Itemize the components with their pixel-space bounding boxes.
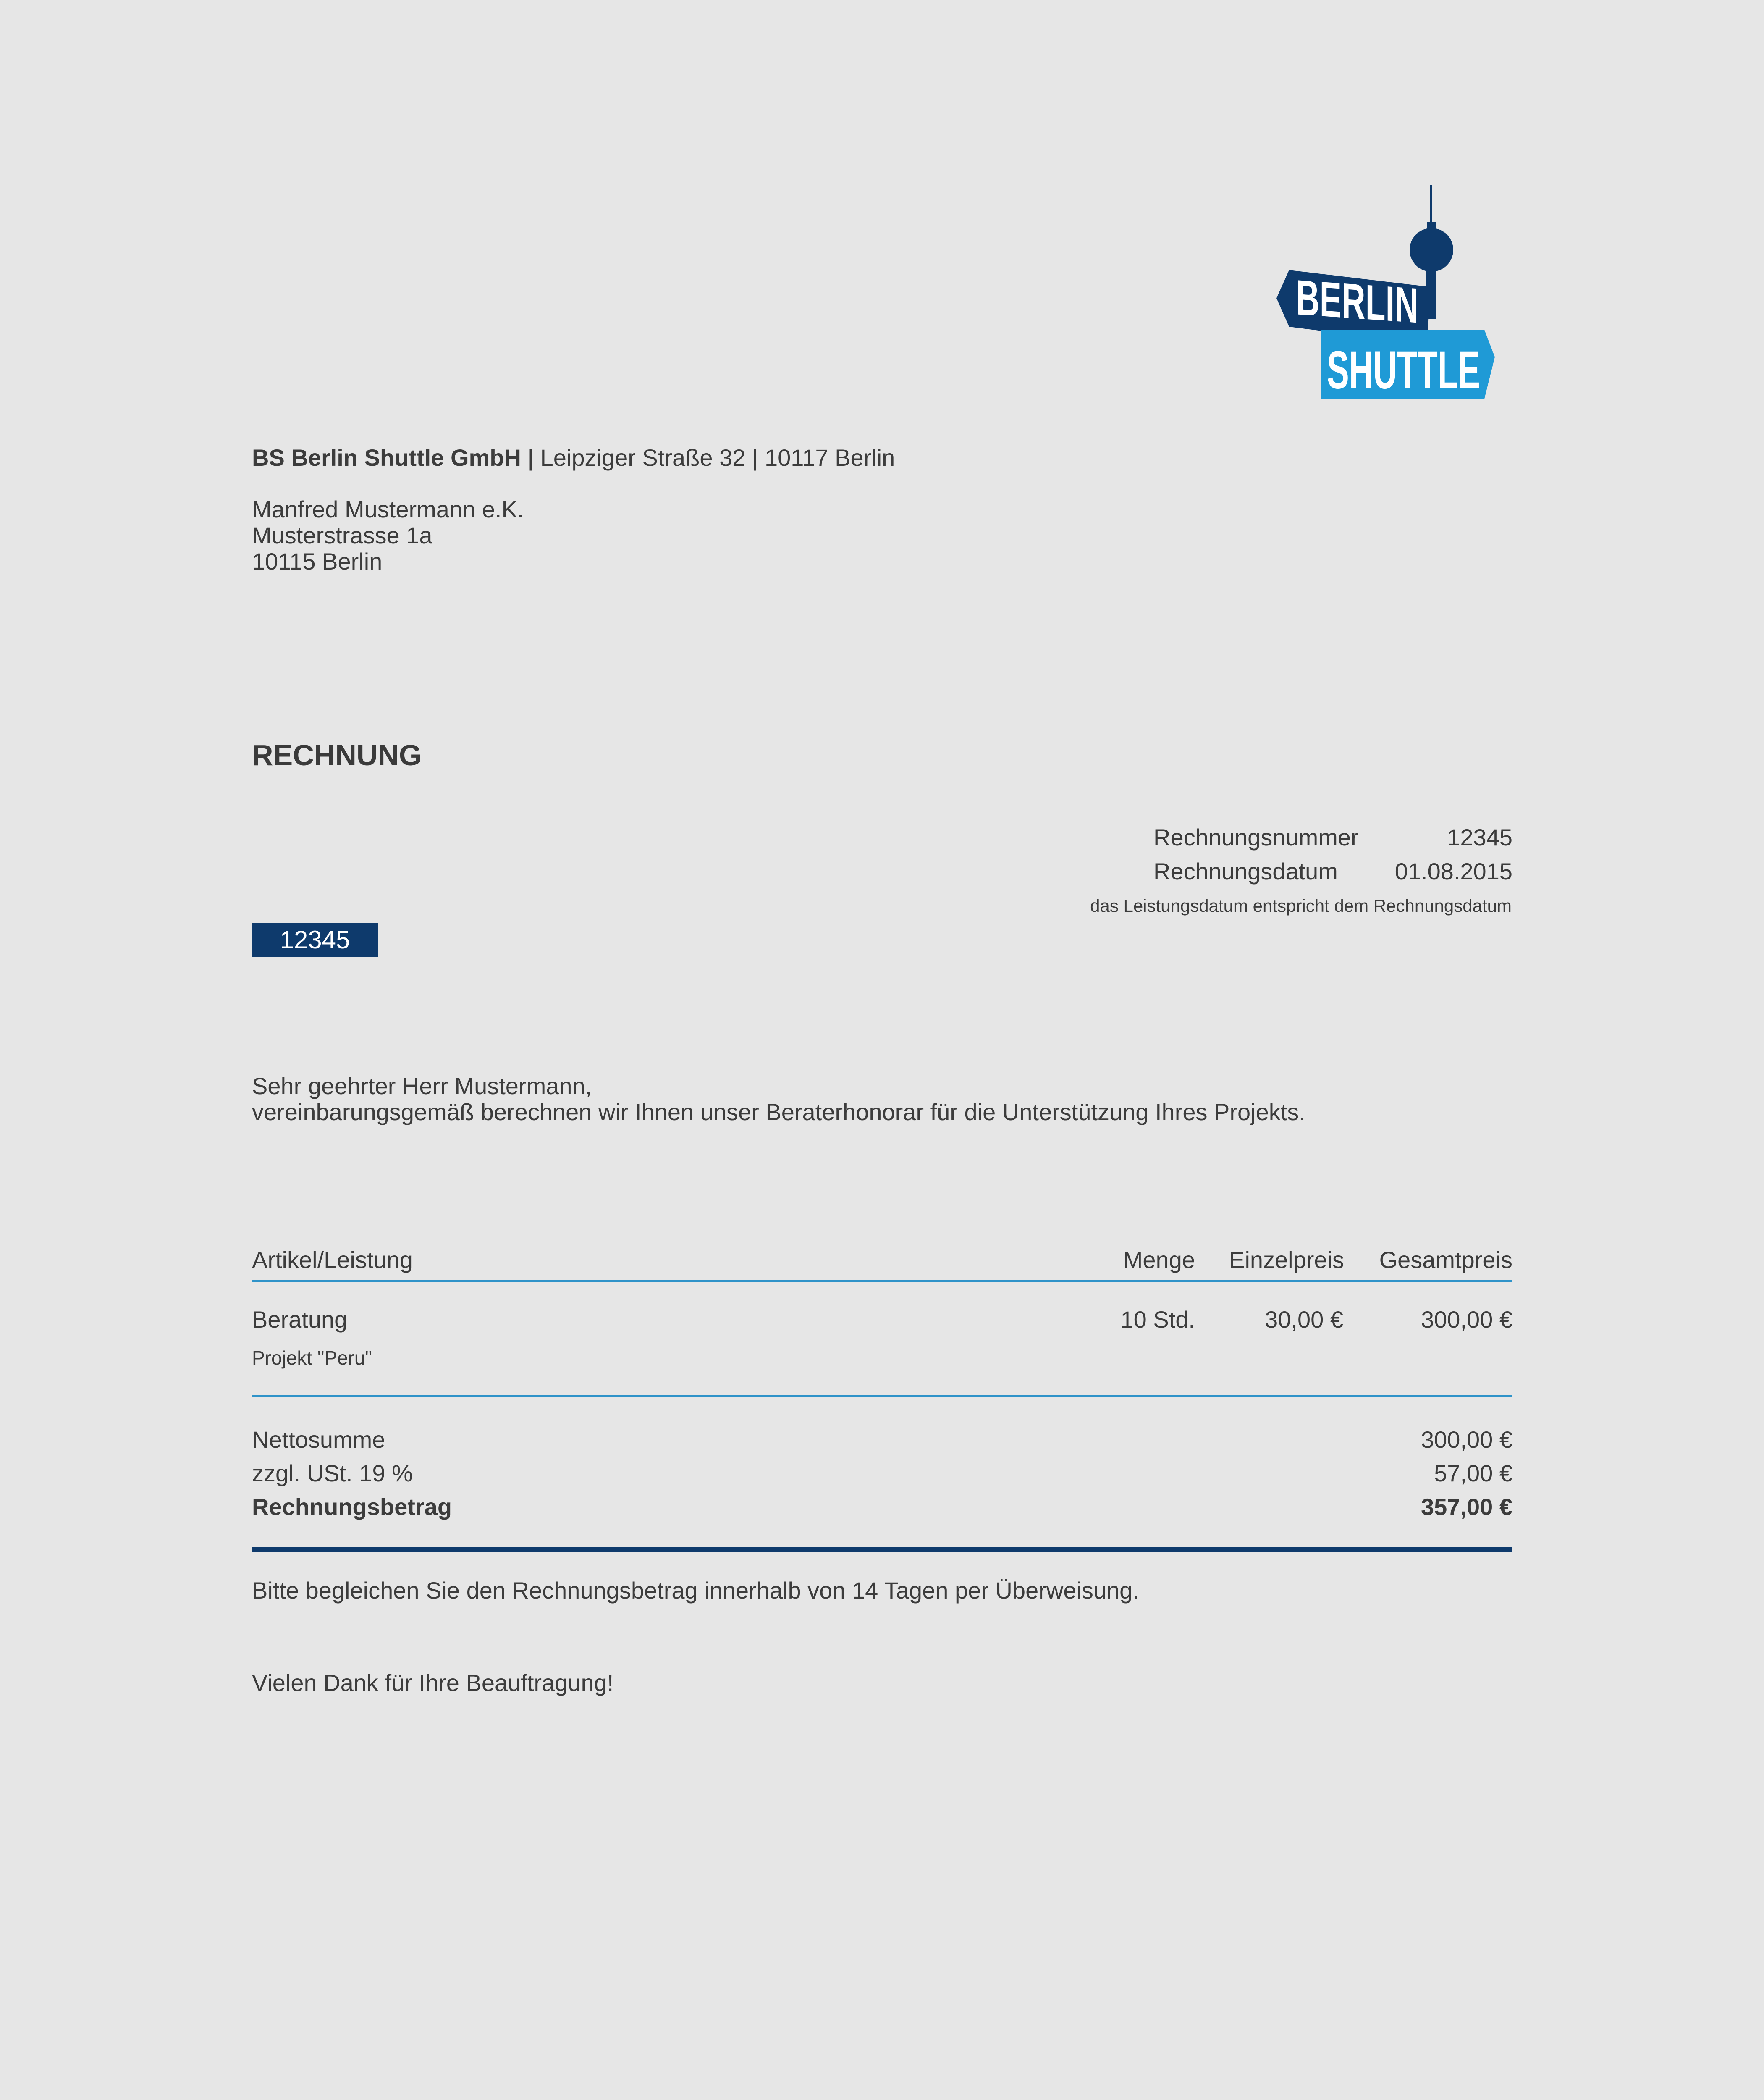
tower-sphere-icon [1410,228,1453,272]
recipient-street: Musterstrasse 1a [252,522,432,549]
sender-line [252,444,895,471]
invoice-number-label: Rechnungsnummer [1153,824,1359,850]
greeting-block [252,1073,1305,1125]
totals-divider [252,1547,1512,1552]
gross-label: Rechnungsbetrag [252,1494,452,1520]
tower-antenna-icon [1430,185,1432,223]
row-item-subtext: Projekt "Peru" [252,1347,372,1369]
invoice-number-badge: 12345 [252,923,378,957]
intro-text: vereinbarungsgemäß berechnen wir Ihnen unser Beraterhonorar für die Unterstützung Ihres Projekts. [252,1099,1305,1125]
logo-text-berlin: BERLIN [1296,270,1481,338]
payment-note: Bitte begleichen Sie den Rechnungsbetrag innerhalb von 14 Tagen per Überweisung. [252,1577,1139,1604]
sender-company: BS Berlin Shuttle GmbH [252,444,521,471]
vat-value: 57,00 € [1434,1460,1512,1486]
sender-address: | Leipziger Straße 32 | 10117 Berlin [521,444,895,471]
net-value: 300,00 € [1421,1426,1512,1453]
header-divider [252,1280,1512,1282]
recipient-city: 10115 Berlin [252,548,383,575]
logo-text-shuttle: SHUTTLE [1327,340,1480,400]
row-item: Beratung [252,1306,348,1333]
row-qty: 10 Std. [1120,1306,1195,1333]
row-divider [252,1395,1512,1397]
service-date-note: das Leistungsdatum entspricht dem Rechnungsdatum [1090,896,1512,916]
net-label: Nettosumme [252,1426,385,1453]
column-header-total-price: Gesamtpreis [1379,1247,1512,1273]
column-header-item: Artikel/Leistung [252,1247,413,1273]
invoice-date-label: Rechnungsdatum [1153,858,1338,885]
row-unit-price: 30,00 € [1265,1306,1343,1333]
invoice-number-value: 12345 [1447,824,1512,850]
vat-label: zzgl. USt. 19 % [252,1460,413,1486]
row-total-price: 300,00 € [1421,1306,1512,1333]
berlin-shuttle-logo [1276,185,1495,399]
salutation: Sehr geehrter Herr Mustermann, [252,1073,592,1099]
column-header-qty: Menge [1123,1247,1195,1273]
thanks-text: Vielen Dank für Ihre Beauftragung! [252,1670,614,1696]
gross-value: 357,00 € [1421,1494,1512,1520]
column-header-unit-price: Einzelpreis [1229,1247,1344,1273]
invoice-date-value: 01.08.2015 [1394,858,1512,885]
recipient-address [252,496,524,575]
document-title: RECHNUNG [252,739,422,772]
recipient-name: Manfred Mustermann e.K. [252,496,524,522]
